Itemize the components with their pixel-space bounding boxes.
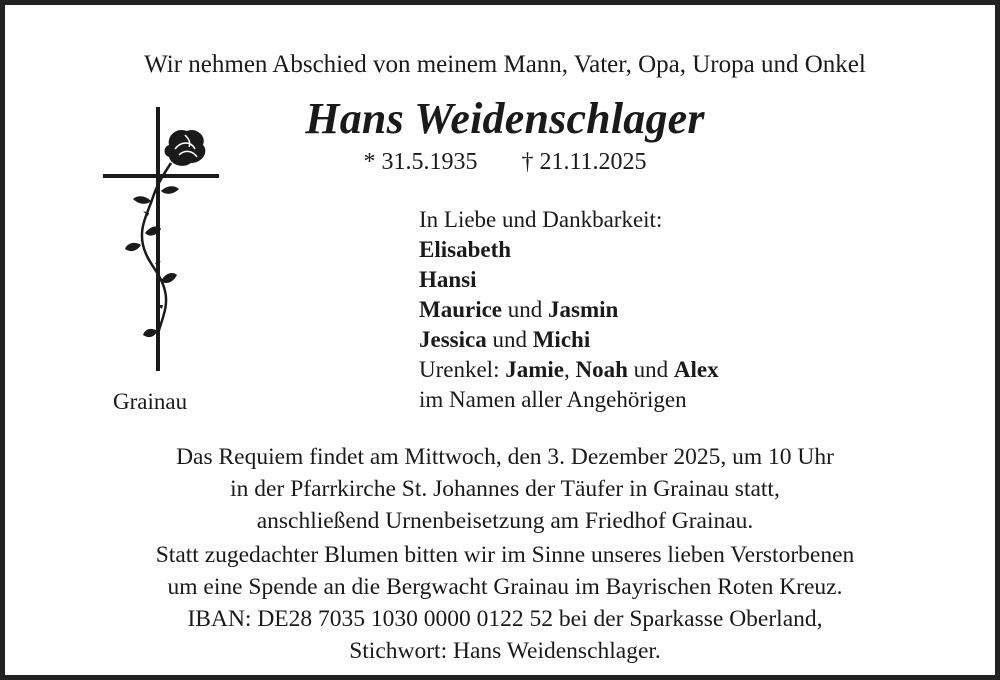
great-grandchildren-label: Urenkel:	[419, 357, 506, 382]
family-closing: im Namen aller Angehörigen	[419, 387, 687, 412]
intro-line: Wir nehmen Abschied von meinem Mann, Vater, Opa, Uropa und Onkel	[144, 51, 866, 78]
requiem-line: Das Requiem findet am Mittwoch, den 3. Dezember 2025, um 10 Uhr	[176, 444, 834, 470]
family-member: Jamie	[505, 357, 564, 382]
donation-line: Statt zugedachter Blumen bitten wir im Sinne unseres lieben Verstorbenen	[155, 542, 855, 568]
family-member: Michi	[532, 327, 591, 352]
requiem-info	[5, 441, 1000, 537]
family-list	[419, 205, 719, 415]
conjunction: und	[627, 357, 674, 382]
family-member: Noah	[575, 357, 628, 382]
family-member: Alex	[673, 357, 719, 382]
donation-info	[5, 539, 1000, 667]
family-member: Hansi	[419, 267, 477, 292]
place-of-residence: Grainau	[113, 389, 188, 414]
family-member-pair	[419, 325, 719, 355]
deceased-name: Hans Weidenschlager	[305, 94, 705, 143]
donation-line: um eine Spende an die Bergwacht Grainau im Bayrischen Roten Kreuz.	[167, 574, 843, 600]
family-member-pair	[419, 295, 719, 325]
great-grandchildren	[419, 355, 719, 385]
requiem-line: in der Pfarrkirche St. Johannes der Täufer in Grainau statt,	[230, 476, 780, 502]
birth-date: * 31.5.1935	[363, 149, 478, 175]
family-member: Maurice	[419, 297, 503, 322]
donation-line: Stichwort: Hans Weidenschlager.	[349, 638, 661, 664]
conjunction: und	[502, 297, 549, 322]
family-heading: In Liebe und Dankbarkeit:	[419, 207, 663, 232]
family-member: Elisabeth	[419, 237, 512, 262]
separator: ,	[563, 357, 576, 382]
cross-with-rose-icon	[99, 105, 229, 377]
conjunction: und	[486, 327, 533, 352]
family-member: Jasmin	[548, 297, 619, 322]
requiem-line: anschließend Urnenbeisetzung am Friedhof Grainau.	[256, 508, 754, 534]
death-date: † 21.11.2025	[521, 149, 647, 175]
family-member: Jessica	[419, 327, 487, 352]
donation-line: IBAN: DE28 7035 1030 0000 0122 52 bei der Sparkasse Oberland,	[187, 606, 823, 632]
